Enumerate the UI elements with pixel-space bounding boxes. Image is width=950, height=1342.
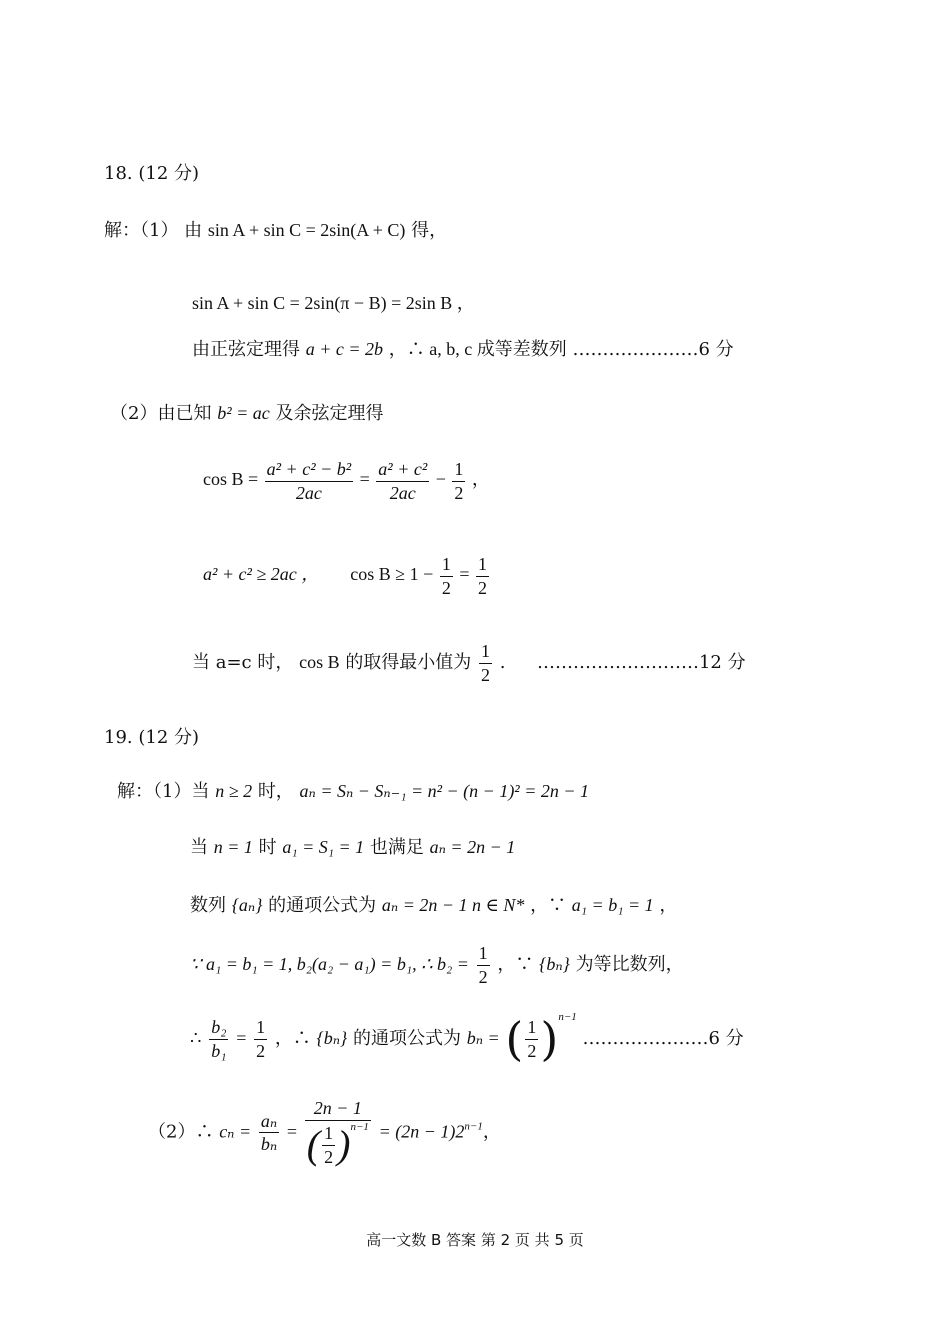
q19-l5-base <box>525 1016 538 1062</box>
q18-part1-intro: 解：（1） 由 <box>104 220 203 241</box>
q19-line2 <box>190 838 515 857</box>
q18-part1-line1 <box>104 221 447 240</box>
q18-ineq1: a² + c² ≥ 2ac ， <box>203 564 320 585</box>
q19-p2-rparen: ) <box>337 1122 351 1168</box>
q19-l5-base-num: 1 <box>525 1016 538 1040</box>
q18-minimum <box>192 640 746 686</box>
q19-l5-c: 的通项公式为 <box>352 1028 461 1049</box>
q18-score-6: …………………6 分 <box>572 339 734 360</box>
q19-line3 <box>190 896 677 915</box>
q18-min-period: . <box>499 652 506 673</box>
q18-frac2-num: a² + c² <box>376 458 429 482</box>
q18-part2-intro-text: （2）由已知 <box>110 403 212 424</box>
q19-l4-half-den: 2 <box>478 966 488 987</box>
q19-l3-b: 的通项公式为 <box>268 895 377 916</box>
q18-ineq2: cos B ≥ 1 − <box>350 564 434 585</box>
q19-l5-half <box>254 1016 267 1062</box>
q19-p2-cn: cₙ = <box>219 1121 252 1142</box>
q18-part2-given: b² = ac <box>217 403 270 423</box>
q19-p2-half-den: 2 <box>324 1146 334 1167</box>
q19-p2-exp: n−1 <box>464 1120 483 1133</box>
q19-p2-a: （2）∴ <box>148 1121 214 1143</box>
q18-equals: = <box>359 469 370 490</box>
q19-l5-base-den: 2 <box>527 1040 537 1061</box>
q18-cos-lhs: cos B = <box>203 469 259 490</box>
q19-l2-eq2: aₙ = 2n − 1 <box>429 837 516 857</box>
q19-l1-cond: n ≥ 2 <box>215 781 253 801</box>
q19-part2 <box>148 1097 501 1168</box>
q19-l3-c: ，∵ <box>530 895 567 916</box>
q19-p2-result: = (2n − 1)2 <box>378 1121 465 1142</box>
q19-p2-frac2 <box>305 1097 371 1168</box>
q19-l1-mid: 时， <box>257 781 294 802</box>
q19-score-6: …………………6 分 <box>582 1028 744 1049</box>
q18-min-half-den: 2 <box>481 664 491 685</box>
q18-half <box>452 458 465 504</box>
q18-part2-intro-text2: 及余弦定理得 <box>275 403 384 424</box>
q19-l5-exp: n−1 <box>558 1011 577 1023</box>
q18-frac2 <box>376 458 429 504</box>
q19-l4-eq: ∵ a₁ = b₁ = 1, b₂(a₂ − a₁) = b₁, ∴ b₂ = <box>190 954 469 974</box>
q18-min-half-num: 1 <box>479 640 492 664</box>
q18-eq2: sin A + sin C = 2sin(π − B) = 2sin B ， <box>192 293 475 313</box>
q18-ineq-half2-den: 2 <box>477 577 487 598</box>
q19-p2-frac2-den <box>305 1121 371 1169</box>
q18-min-cos: cos B <box>299 652 340 672</box>
q19-l5-seq: {bₙ} <box>316 1028 348 1048</box>
q18-cos-formula <box>203 458 490 504</box>
q19-heading: 19. (12 分) <box>104 727 200 748</box>
q19-p2-half-num: 1 <box>322 1122 335 1146</box>
q19-l4-c: 为等比数列， <box>575 954 684 975</box>
q19-l5-ratio-den: b₁ <box>211 1040 227 1061</box>
q19-l5-half-num: 1 <box>254 1016 267 1040</box>
q19-l4-half-num: 1 <box>477 942 490 966</box>
q19-l3-seq: {aₙ} <box>231 895 263 915</box>
q18-frac1-num: a² + c² − b² <box>265 458 353 482</box>
q18-score-12: ………………………12 分 <box>536 652 746 673</box>
q19-p2-end: ， <box>482 1121 501 1143</box>
q19-line4 <box>190 942 684 988</box>
q19-l3-a: 数列 <box>190 895 226 916</box>
q19-l3-eq2: a₁ = b₁ = 1 <box>571 895 654 915</box>
q19-l3-d: ， <box>659 895 678 916</box>
q18-comma: ， <box>471 469 490 490</box>
q19-l2-c: 也满足 <box>369 837 424 858</box>
q19-line5 <box>190 1011 744 1066</box>
q18-frac1 <box>265 458 353 504</box>
q18-inequality <box>203 553 491 599</box>
q19-l5-eq-sign: = <box>236 1028 247 1048</box>
q18-conclusion-text: 由正弦定理得 <box>192 339 300 360</box>
q18-conclusion-text2: ，∴ a, b, c 成等差数列 <box>388 339 567 359</box>
q18-half-den: 2 <box>454 482 464 503</box>
q19-l5-ratio-num: b₂ <box>209 1016 228 1040</box>
q19-l2-a: 当 <box>190 837 208 858</box>
q19-l3-eq: aₙ = 2n − 1 n ∈ N* <box>381 895 525 915</box>
q18-part1-conclusion <box>192 340 734 359</box>
q19-p2-frac1-den: bₙ <box>260 1134 278 1155</box>
q19-l2-cond: n = 1 <box>213 837 253 857</box>
q18-ineq-half2-num: 1 <box>476 553 489 577</box>
page-footer: 高一文数 B 答案 第 2 页 共 5 页 <box>366 1231 584 1249</box>
q18-frac2-den: 2ac <box>389 482 416 503</box>
q19-l4-half <box>477 942 490 988</box>
q19-p2-lparen: ( <box>306 1122 321 1168</box>
q18-ineq-half1-den: 2 <box>441 577 451 598</box>
q18-ineq-half1 <box>440 553 453 599</box>
q19-p2-half <box>322 1122 335 1168</box>
q18-heading: 18. (12 分) <box>104 163 200 184</box>
q19-line1 <box>117 782 589 801</box>
q18-ineq-half1-num: 1 <box>440 553 453 577</box>
q19-l5-ratio <box>209 1016 228 1062</box>
q18-min-half <box>479 640 492 686</box>
q18-half-num: 1 <box>452 458 465 482</box>
q18-frac1-den: 2ac <box>295 482 322 503</box>
q18-conclusion-eq: a + c = 2b <box>305 339 384 359</box>
q19-l1-eq: aₙ = Sₙ − Sₙ₋₁ = n² − (n − 1)² = 2n − 1 <box>299 781 589 801</box>
q19-l1-intro: 解：（1）当 <box>117 781 210 802</box>
q18-ineq-eq: = <box>459 564 470 585</box>
q18-min-text: 当 a=c 时， <box>192 652 294 673</box>
q19-p2-frac2-num: 2n − 1 <box>305 1097 371 1121</box>
q19-p2-frac1-num: aₙ <box>259 1110 279 1134</box>
q19-l5-a: ∴ <box>190 1028 202 1049</box>
q18-min-text2: 的取得最小值为 <box>345 652 472 673</box>
q18-eq1: sin A + sin C = 2sin(A + C) <box>207 220 406 240</box>
q18-eq1-suffix: 得， <box>411 220 448 241</box>
q19-l2-eq: a₁ = S₁ = 1 <box>282 837 365 857</box>
q18-ineq-half2 <box>476 553 489 599</box>
q19-l5-bn: bₙ = <box>466 1028 500 1048</box>
q19-p2-den-exp: n−1 <box>350 1120 369 1133</box>
q19-l4-seq: {bₙ} <box>539 954 570 974</box>
q19-p2-frac1 <box>259 1110 279 1156</box>
q18-part2-intro <box>110 404 383 423</box>
q19-l5-b: ，∴ <box>274 1028 311 1049</box>
q19-l4-b: ，∵ <box>497 954 534 975</box>
q19-p2-eq-sign: = <box>286 1121 298 1142</box>
q18-minus: − <box>435 469 446 490</box>
q19-l5-rparen: ) <box>540 1012 559 1066</box>
q19-l5-half-den: 2 <box>256 1040 266 1061</box>
q19-l5-lparen: ( <box>505 1012 524 1066</box>
q19-l2-b: 时 <box>258 837 277 858</box>
